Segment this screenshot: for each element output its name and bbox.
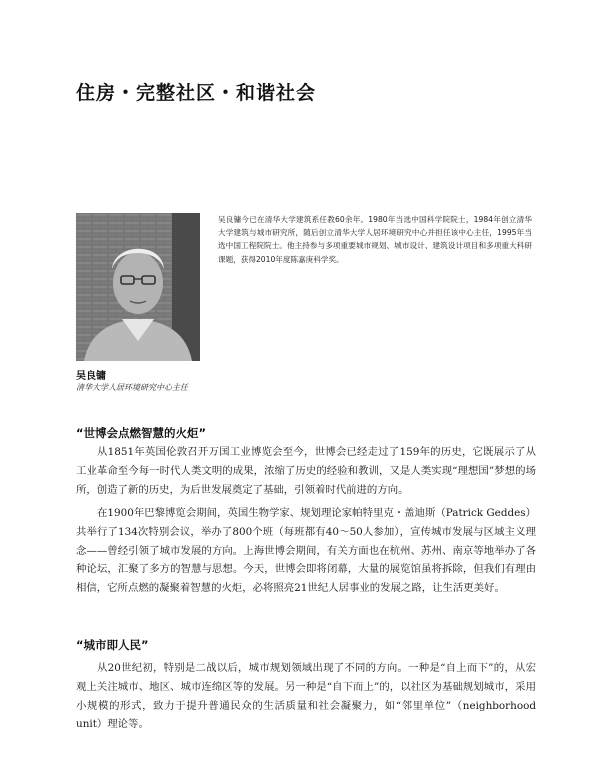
author-name: 吴良镛: [76, 371, 106, 382]
author-portrait: [76, 213, 200, 361]
paragraph: 在1900年巴黎博览会期间，英国生物学家、规划理论家帕特里克・盖迪斯（Patrick Geddes）共举行了134次特别会议，举办了800个班（每班都有40～50人参加），宣传城市发展与区域主义理念——曾经引领了城市发展的方向。上海世博会期间，有关方面也在杭州、苏州、南京等地举办了各种论坛，汇聚了多方的智慧与思想。今天，世博会即将闭幕，大量的展览馆虽将拆除，但我们有理由相信，它所点燃的凝聚着智慧的火炬，必将照亮21世纪人居事业的发展之路，让生活更美好。: [76, 507, 536, 595]
paragraph: 从20世纪初，特别是二战以后，城市规划领域出现了不同的方向。一种是“自上而下”的，从宏观上关注城市、地区、城市连绵区等的发展。另一种是“自下而上”的，以社区为基础规划城市，采用小规模的形式，致力于提升普通民众的生活质量和社会凝聚力，如“邻里单位”（neighborhood unit）理论等。: [76, 662, 536, 731]
page-title: 住房・完整社区・和谐社会: [76, 82, 317, 104]
author-title: 清华大学人居环境研究中心主任: [76, 383, 188, 392]
paragraph: 从1851年英国伦敦召开万国工业博览会至今，世博会已经走过了159年的历史，它既展示了从工业革命至今每一时代人类文明的成果，浓缩了历史的经验和教训，又是人类实现“理想国”梦想的场所，创造了新的历史，为后世发展奠定了基础，引领着时代前进的方向。: [76, 446, 536, 496]
author-bio: 吴良镛今已在清华大学建筑系任教60余年。1980年当选中国科学院院士，1984年创立清华大学建筑与城市研究所，随后创立清华大学人居环境研究中心并担任该中心主任，1995年当选中国工程院院士。他主持参与多项重要城市规划、城市设计、建筑设计项目和多项重大科研课题，获得2010年度陈嘉庚科学奖。: [218, 215, 532, 264]
section-heading: “世博会点燃智慧的火炬”: [76, 426, 207, 440]
portrait-image: [76, 213, 200, 361]
section-heading: “城市即人民”: [76, 638, 149, 652]
